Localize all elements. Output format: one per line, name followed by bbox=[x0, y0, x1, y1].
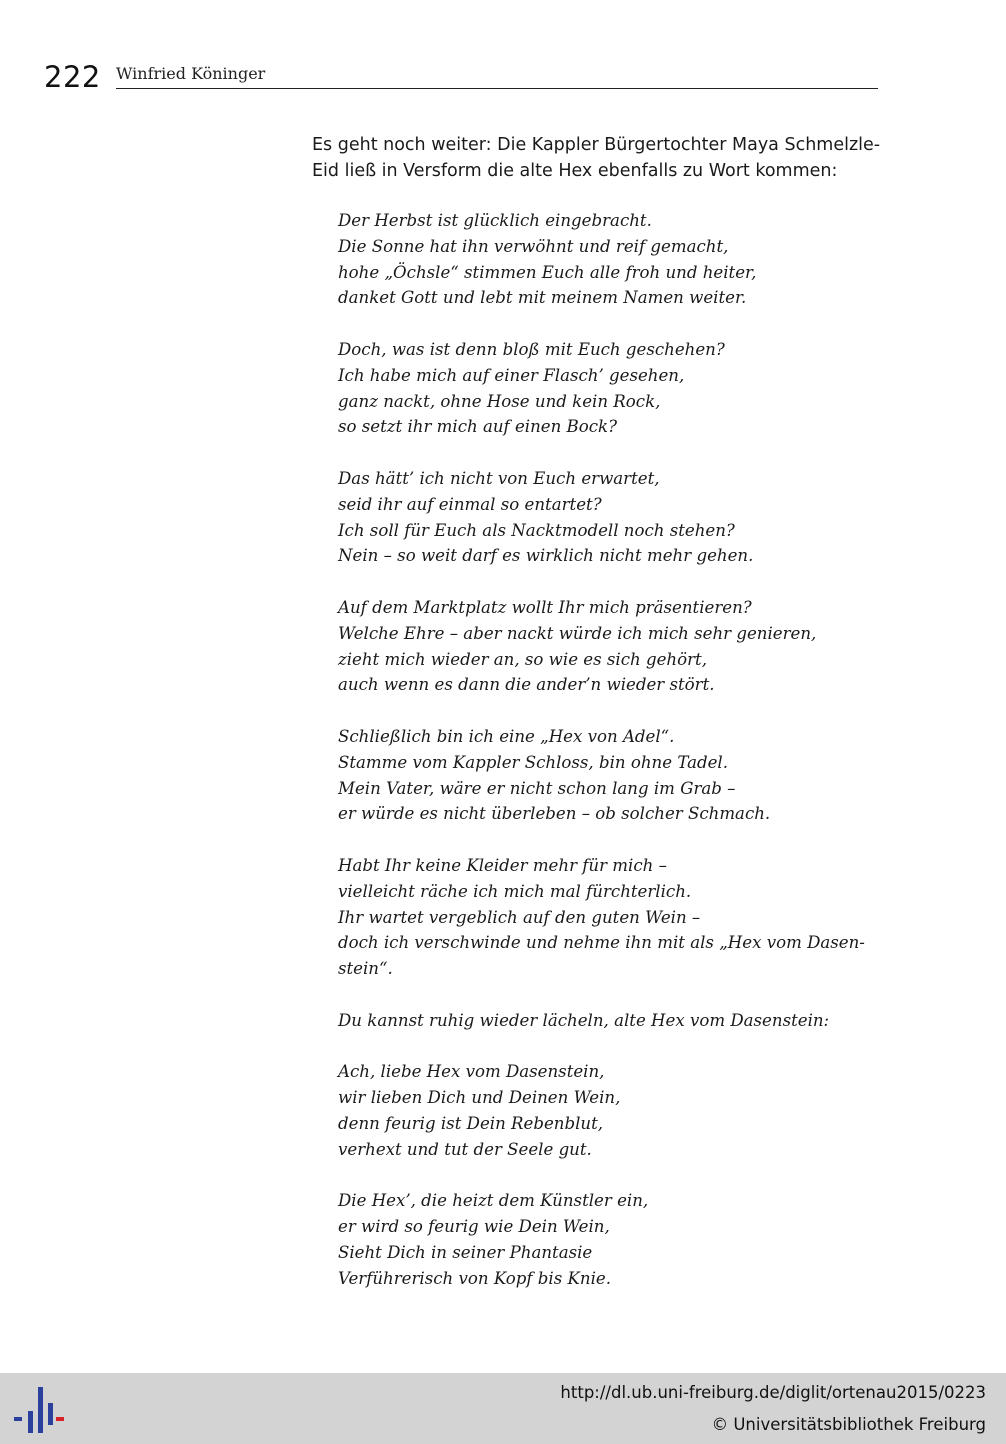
verse-line: auch wenn es dann die ander’n wieder stört. bbox=[338, 675, 715, 695]
verse-line: wir lieben Dich und Deinen Wein, bbox=[338, 1088, 621, 1108]
verse-line: vielleicht räche ich mich mal fürchterlich. bbox=[338, 881, 692, 901]
logo-bar-short bbox=[28, 1411, 33, 1433]
logo-bar-tall bbox=[38, 1387, 43, 1433]
stanza-5 bbox=[338, 724, 883, 827]
verse-line: Die Sonne hat ihn verwöhnt und reif gemacht, bbox=[338, 236, 729, 256]
running-head: Winfried Köninger bbox=[116, 64, 266, 83]
verse-line: denn feurig ist Dein Rebenblut, bbox=[338, 1113, 604, 1133]
verse-line: Du kannst ruhig wieder lächeln, alte Hex vom Dasenstein: bbox=[338, 1010, 830, 1030]
stanza-8 bbox=[338, 1059, 883, 1162]
verse-line: Ihr wartet vergeblich auf den guten Wein – bbox=[338, 907, 701, 927]
verse-line: Ach, liebe Hex vom Dasenstein, bbox=[338, 1062, 605, 1082]
logo-right-dash bbox=[56, 1417, 64, 1421]
stanza-9 bbox=[338, 1188, 883, 1291]
stanza-3 bbox=[338, 466, 883, 569]
verse-line: Habt Ihr keine Kleider mehr für mich – bbox=[338, 855, 667, 875]
poem bbox=[338, 208, 883, 1317]
verse-line: Welche Ehre – aber nackt würde ich mich sehr genieren, bbox=[338, 623, 817, 643]
verse-line: Verführerisch von Kopf bis Knie. bbox=[338, 1268, 612, 1288]
stanza-4 bbox=[338, 595, 883, 698]
stanza-2 bbox=[338, 337, 883, 440]
verse-line: Doch, was ist denn bloß mit Euch geschehen? bbox=[338, 339, 725, 359]
verse-line: Ich soll für Euch als Nacktmodell noch stehen? bbox=[338, 520, 735, 540]
verse-line: hohe „Öchsle“ stimmen Euch alle froh und heiter, bbox=[338, 262, 757, 282]
verse-line: verhext und tut der Seele gut. bbox=[338, 1139, 592, 1159]
verse-line: Die Hex’, die heizt dem Künstler ein, bbox=[338, 1191, 649, 1211]
verse-line: so setzt ihr mich auf einen Bock? bbox=[338, 417, 617, 437]
verse-line: Mein Vater, wäre er nicht schon lang im Grab – bbox=[338, 778, 736, 798]
logo-left-dash bbox=[14, 1417, 22, 1421]
verse-line: Das hätt’ ich nicht von Euch erwartet, bbox=[338, 468, 660, 488]
stanza-1 bbox=[338, 208, 883, 311]
page-number: 222 bbox=[44, 60, 101, 94]
verse-line: Auf dem Marktplatz wollt Ihr mich präsentieren? bbox=[338, 597, 752, 617]
verse-line: Nein – so weit darf es wirklich nicht mehr gehen. bbox=[338, 546, 754, 566]
verse-line: Ich habe mich auf einer Flasch’ gesehen, bbox=[338, 365, 685, 385]
verse-line: er wird so feurig wie Dein Wein, bbox=[338, 1217, 610, 1237]
header-rule bbox=[116, 88, 878, 89]
intro-line: Eid ließ in Versform die alte Hex ebenfalls zu Wort kommen: bbox=[312, 161, 838, 181]
verse-line: er würde es nicht überleben – ob solcher Schmach. bbox=[338, 804, 771, 824]
stanza-7 bbox=[338, 1008, 883, 1034]
verse-line: stein“. bbox=[338, 959, 393, 979]
verse-line: Sieht Dich in seiner Phantasie bbox=[338, 1242, 593, 1262]
stanza-6 bbox=[338, 853, 883, 982]
page-header bbox=[44, 58, 878, 92]
copyright-notice: © Universitätsbibliothek Freiburg bbox=[711, 1415, 986, 1434]
verse-line: doch ich verschwinde und nehme ihn mit als „Hex vom Dasen- bbox=[338, 933, 865, 953]
verse-line: seid ihr auf einmal so entartet? bbox=[338, 494, 602, 514]
intro-paragraph bbox=[312, 132, 882, 184]
logo-bar-mid bbox=[48, 1403, 53, 1425]
verse-line: danket Gott und lebt mit meinem Namen weiter. bbox=[338, 288, 747, 308]
intro-line: Es geht noch weiter: Die Kappler Bürgertochter Maya Schmelzle- bbox=[312, 135, 881, 155]
ub-freiburg-logo-icon bbox=[12, 1385, 64, 1435]
footer-bar bbox=[0, 1373, 1006, 1444]
document-url[interactable]: http://dl.ub.uni-freiburg.de/diglit/ortenau2015/0223 bbox=[560, 1383, 986, 1402]
verse-line: Der Herbst ist glücklich eingebracht. bbox=[338, 211, 652, 230]
verse-line: zieht mich wieder an, so wie es sich gehört, bbox=[338, 649, 707, 669]
verse-line: ganz nackt, ohne Hose und kein Rock, bbox=[338, 391, 661, 411]
verse-line: Schließlich bin ich eine „Hex von Adel“. bbox=[338, 726, 675, 746]
verse-line: Stamme vom Kappler Schloss, bin ohne Tadel. bbox=[338, 752, 729, 772]
